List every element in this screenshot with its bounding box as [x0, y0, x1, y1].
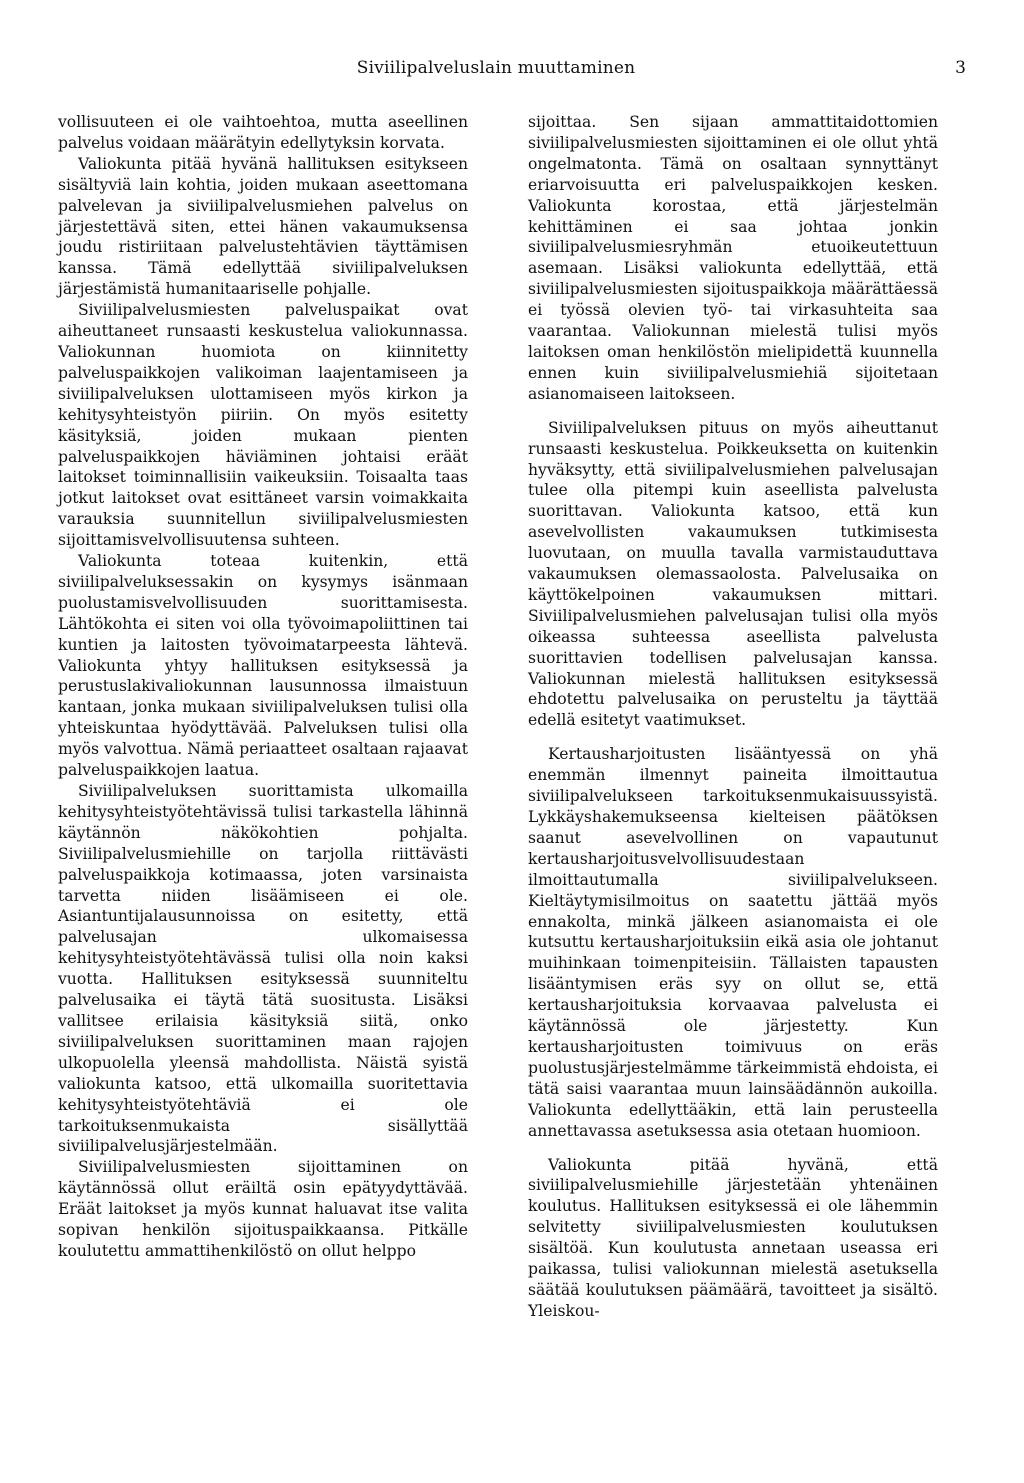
left-column	[58, 112, 468, 1262]
paragraph: Siviilipalvelusmiesten palveluspaikat ovat aiheuttaneet runsaasti keskustelua valiokunnassa. Valiokunnan huomiota on kiinnitetty palveluspaikkojen valikoiman laajentamiseen ja siviilipalveluksen ulottamiseen myös kirkon ja kehitysyhteistyön piiriin. On myös esitetty käsityksiä, joiden mukaan pienten palveluspaikkojen häviäminen johtaisi eräät laitokset toiminnallisiin vaikeuksiin. Toisaalta taas jotkut laitokset ovat esittäneet varsin voimakkaita varauksia suunnitellun siviilipalvelusmiesten sijoittamisvelvollisuutensa suhteen.	[58, 301, 468, 550]
paragraph: Siviilipalveluksen pituus on myös aiheuttanut runsaasti keskustelua. Poikkeuksetta on kuitenkin hyväksytty, että siviilipalvelusmiehen palvelusajan tulee olla pitempi kuin aseellista palvelusta suorittavan. Valiokunta katsoo, että kun asevelvollisten vakaumuksen tutkimisesta luovutaan, on muulla tavalla varmistauduttava vakaumuksen olemassaolosta. Palvelusaika on käyttökelpoinen vakaumuksen mittari. Siviilipalvelusmiehen palvelusajan tulisi olla myös oikeassa suhteessa aseellista palvelusta suorittavien todellisen palvelusajan kanssa. Valiokunnan mielestä hallituksen esityksessä ehdotettu palvelusaika on perusteltu ja täyttää edellä esitetyt vaatimukset.	[528, 418, 938, 730]
paragraph: sijoittaa. Sen sijaan ammattitaidottomien siviilipalvelusmiesten sijoittaminen ei ole ollut yhtä ongelmatonta. Tämä on osaltaan synnyttänyt eriarvoisuutta eri palveluspaikkojen kesken. Valiokunta korostaa, että järjestelmän kehittäminen ei saa johtaa jonkin siviilipalvelusmiesryhmän etuoikeutettuun asemaan. Lisäksi valiokunta edellyttää, että siviilipalvelusmiesten sijoituspaikkoja määrättäessä ei työssä olevien työ- tai virkasuhteita saa vaarantaa. Valiokunnan mielestä tulisi myös laitoksen oman henkilöstön mielipidettä kuunnella ennen kuin siviilipalvelusmiehiä sijoitetaan asianomaiseen laitokseen.	[528, 113, 938, 403]
paragraph: Valiokunta toteaa kuitenkin, että siviilipalveluksessakin on kysymys isänmaan puolustamisvelvollisuuden suorittamisesta. Lähtökohta ei siten voi olla työvoimapoliittinen tai kuntien ja laitosten työvoimatarpeesta lähtevä. Valiokunta yhtyy hallituksen esityksessä ja perustuslakivaliokunnan lausunnossa ilmaistuun kantaan, jonka mukaan siviilipalveluksen tulisi olla yhteiskuntaa hyödyttävää. Palveluksen tulisi olla myös valvottua. Nämä periaatteet osaltaan rajaavat palveluspaikkojen laatua.	[58, 552, 468, 780]
right-column	[528, 112, 938, 1322]
page-number: 3	[955, 58, 966, 78]
paragraph: Kertausharjoitusten lisääntyessä on yhä enemmän ilmennyt paineita ilmoittautua siviilipalvelukseen tarkoituksenmukaisuussyistä. Lykkäyshakemukseensa kielteisen päätöksen saanut asevelvollinen on vapautunut kertausharjoitusvelvollisuudestaan ilmoittautumalla siviilipalvelukseen. Kieltäytymisilmoitus on saatettu jättää myös ennakolta, minkä jälkeen asianomaista ei ole kutsuttu kertausharjoituksiin eikä asia ole johtanut muihinkaan toimenpiteisiin. Tällaisten tapausten lisääntymisen eräs syy on ollut se, että kertausharjoituksia korvaavaa palvelusta ei käytännössä ole järjestetty. Kun kertausharjoitusten toimivuus on eräs puolustusjärjestelmämme tärkeimmistä ehdoista, ei tätä saisi vaarantaa muun lainsäädännön aukoilla. Valiokunta edellyttääkin, että lain perusteella annettavassa asetuksessa asia otetaan huomioon.	[528, 745, 938, 1140]
paragraph: Valiokunta pitää hyvänä, että siviilipalvelusmiehille järjestetään yhtenäinen koulutus. Hallituksen esityksessä ei ole lähemmin selvitetty siviilipalvelusmiesten koulutuksen sisältöä. Kun koulutusta annetaan useassa eri paikassa, tulisi valiokunnan mielestä asetuksella säätää koulutuksen päämäärä, tavoitteet ja sisältö. Yleiskou-	[528, 1155, 938, 1320]
paragraph: Siviilipalveluksen suorittamista ulkomailla kehitysyhteistyötehtävissä tulisi tarkastella lähinnä käytännön näkökohtien pohjalta. Siviilipalvelusmiehille on tarjolla riittävästi palveluspaikkoja kotimaassa, joten varsinaista tarvetta niiden lisäämiseen ei ole. Asiantuntijalausunnoissa on esitetty, että palvelusajan ulkomaisessa kehitysyhteistyötehtävässä tulisi olla noin kaksi vuotta. Hallituksen esityksessä suunniteltu palvelusaika ei täytä tätä suositusta. Lisäksi vallitsee erilaisia käsityksiä siitä, onko siviilipalveluksen suorittaminen maan rajojen ulkopuolella yleensä mahdollista. Näistä syistä valiokunta katsoo, että ulkomailla suoritettavia kehitysyhteistyötehtäviä ei ole tarkoituksenmukaista sisällyttää siviilipalvelusjärjestelmään.	[58, 782, 468, 1156]
paragraph: vollisuuteen ei ole vaihtoehtoa, mutta aseellinen palvelus voidaan määrätyin edellytyksin korvata.	[58, 113, 468, 152]
paragraph: Valiokunta pitää hyvänä hallituksen esitykseen sisältyviä lain kohtia, joiden mukaan aseettomana palvelevan ja siviilipalvelusmiehen palvelus on järjestettävä siten, ettei hänen vakaumuksensa joudu ristiriitaan palvelustehtävien täyttämisen kanssa. Tämä edellyttää siviilipalveluksen järjestämistä humanitaariselle pohjalle.	[58, 154, 468, 299]
running-title: Siviilipalveluslain muuttaminen	[356, 58, 636, 78]
paragraph: Siviilipalvelusmiesten sijoittaminen on käytännössä ollut eräiltä osin epätyydyttävää. Eräät laitokset ja myös kunnat haluavat itse valita sopivan henkilön sijoituspaikkaansa. Pitkälle koulutettu ammattihenkilöstö on ollut helppo	[58, 1158, 468, 1260]
page-header	[26, 58, 966, 88]
